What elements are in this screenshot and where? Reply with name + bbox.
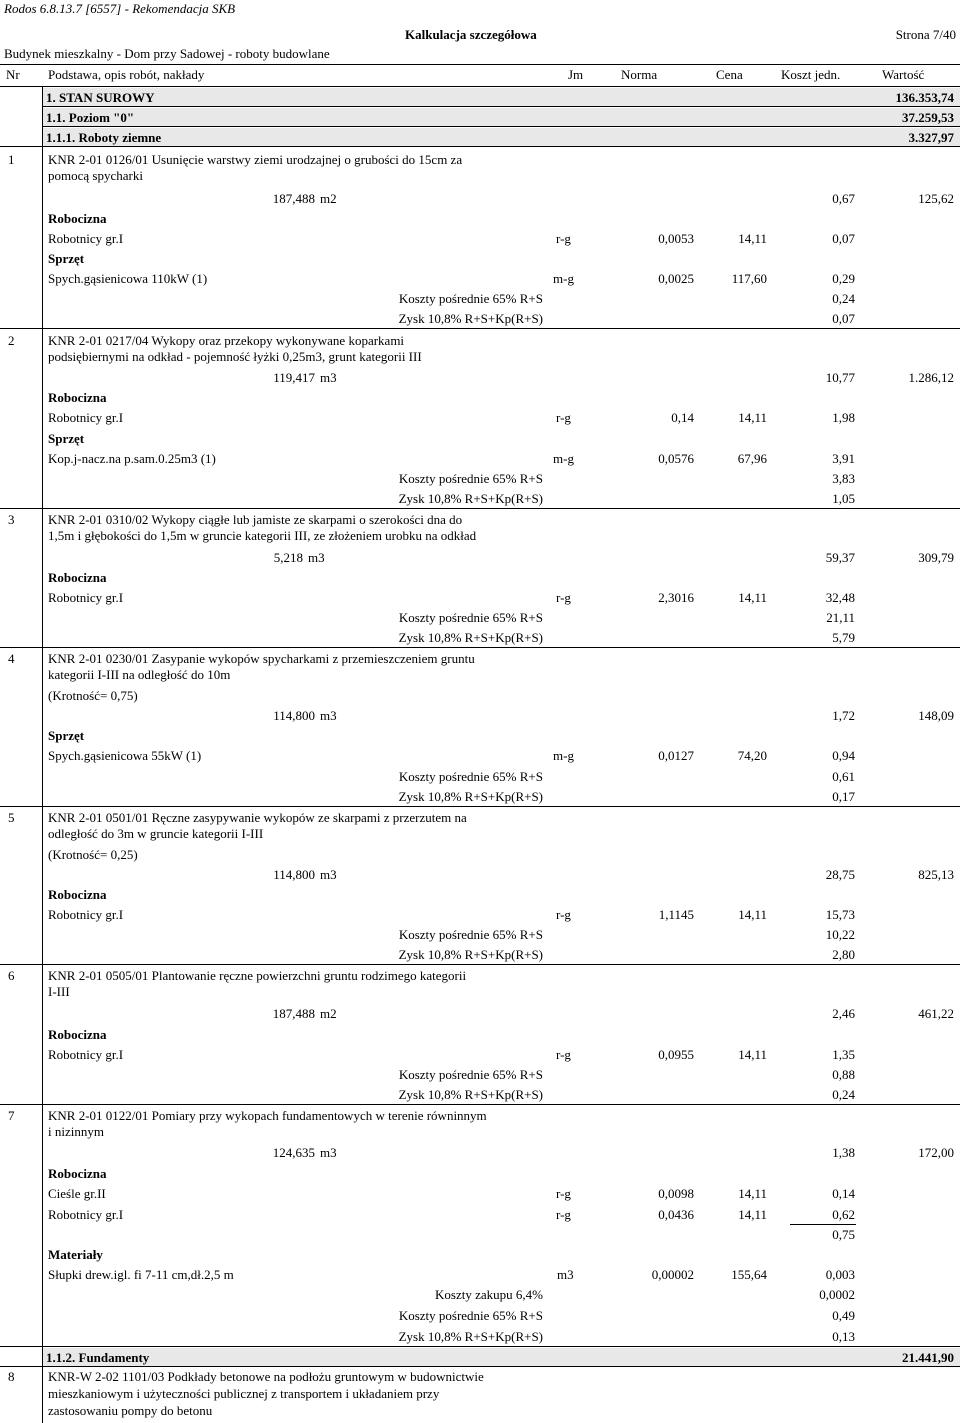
resource-cena: 74,20 bbox=[737, 748, 767, 763]
item-description: mieszkaniowym i użyteczności publicznej z transportem i układaniem przy bbox=[48, 1386, 440, 1401]
item-number: 3 bbox=[8, 512, 15, 527]
profit-value: 2,80 bbox=[832, 947, 855, 962]
resource-cena: 155,64 bbox=[731, 1267, 767, 1282]
col-header-desc: Podstawa, opis robót, nakłady bbox=[48, 67, 205, 82]
page-number: Strona 7/40 bbox=[895, 27, 956, 42]
indirect-cost-label: Koszty pośrednie 65% R+S bbox=[398, 291, 543, 306]
col-header-koszt: Koszt jedn. bbox=[781, 67, 841, 82]
item-description: KNR 2-01 0501/01 Ręczne zasypywanie wykopów ze skarpami z przerzutem na bbox=[48, 810, 467, 825]
profit-value: 1,05 bbox=[832, 491, 855, 506]
resource-koszt: 0,62 bbox=[832, 1207, 855, 1222]
group-label: Materiały bbox=[48, 1247, 103, 1262]
item-unit: m3 bbox=[320, 370, 337, 385]
resource-jm: r-g bbox=[556, 231, 571, 246]
resource-cena: 117,60 bbox=[731, 271, 767, 286]
indirect-cost-label: Koszty pośrednie 65% R+S bbox=[398, 927, 543, 942]
indirect-cost-value: 0,88 bbox=[832, 1067, 855, 1082]
resource-koszt: 0,14 bbox=[832, 1186, 855, 1201]
item-separator bbox=[0, 328, 960, 329]
resource-jm: r-g bbox=[556, 590, 571, 605]
item-description: pomocą spycharki bbox=[48, 168, 143, 183]
item-value: 125,62 bbox=[918, 191, 954, 206]
profit-label: Zysk 10,8% R+S+Kp(R+S) bbox=[398, 311, 543, 326]
item-value: 172,00 bbox=[918, 1145, 954, 1160]
item-number: 7 bbox=[8, 1108, 15, 1123]
resource-koszt: 1,35 bbox=[832, 1047, 855, 1062]
item-unit: m3 bbox=[320, 1145, 337, 1160]
resource-cena: 14,11 bbox=[738, 231, 767, 246]
resource-koszt: 0,94 bbox=[832, 748, 855, 763]
item-description: KNR 2-01 0122/01 Pomiary przy wykopach fundamentowych w terenie równinnym bbox=[48, 1108, 487, 1123]
subtotal-rule bbox=[790, 1224, 856, 1225]
section-value: 37.259,53 bbox=[902, 110, 954, 125]
resource-cena: 67,96 bbox=[737, 451, 767, 466]
group-label: Robocizna bbox=[48, 570, 107, 585]
col-header-cena: Cena bbox=[716, 67, 743, 82]
indirect-cost-value: 0,49 bbox=[832, 1308, 855, 1323]
resource-koszt: 1,98 bbox=[832, 410, 855, 425]
item-unit: m3 bbox=[320, 867, 337, 882]
item-unit: m2 bbox=[320, 1006, 337, 1021]
section-title: 1.1.1. Roboty ziemne bbox=[46, 130, 162, 145]
resource-norma: 0,0025 bbox=[658, 271, 694, 286]
indirect-cost-label: Koszty pośrednie 65% R+S bbox=[398, 1067, 543, 1082]
resource-name: Spych.gąsienicowa 110kW (1) bbox=[48, 271, 208, 286]
resource-jm: r-g bbox=[556, 1047, 571, 1062]
item-number: 6 bbox=[8, 968, 15, 983]
resource-norma: 0,0576 bbox=[658, 451, 694, 466]
resource-jm: r-g bbox=[556, 1186, 571, 1201]
indirect-cost-label: Koszty pośrednie 65% R+S bbox=[398, 610, 543, 625]
item-description: KNR-W 2-02 1101/03 Podkłady betonowe na podłożu gruntowym w budownictwie bbox=[48, 1369, 484, 1384]
item-unit-cost: 1,38 bbox=[832, 1145, 855, 1160]
group-label: Robocizna bbox=[48, 211, 107, 226]
item-quantity: 114,800 bbox=[273, 708, 315, 723]
profit-value: 0,07 bbox=[832, 311, 855, 326]
item-description: KNR 2-01 0505/01 Plantowanie ręczne powierzchni gruntu rodzimego kategorii bbox=[48, 968, 467, 983]
item-unit-cost: 0,67 bbox=[832, 191, 855, 206]
item-separator bbox=[0, 508, 960, 509]
item-description: odległość do 3m w gruncie kategorii I-III bbox=[48, 826, 264, 841]
section-bar bbox=[43, 128, 960, 146]
resource-name: Słupki drew.igl. fi 7-11 cm,dł.2,5 m bbox=[48, 1267, 234, 1282]
section-title: 1.1.2. Fundamenty bbox=[46, 1350, 150, 1365]
resource-koszt: 3,91 bbox=[832, 451, 855, 466]
profit-label: Zysk 10,8% R+S+Kp(R+S) bbox=[398, 789, 543, 804]
item-number: 4 bbox=[8, 651, 15, 666]
resource-name: Robotnicy gr.I bbox=[48, 907, 124, 922]
item-separator bbox=[0, 1104, 960, 1105]
resource-jm: r-g bbox=[556, 1207, 571, 1222]
item-quantity: 124,635 bbox=[272, 1145, 315, 1160]
indirect-cost-label: Koszty pośrednie 65% R+S bbox=[398, 471, 543, 486]
resource-name: Robotnicy gr.I bbox=[48, 1047, 124, 1062]
item-description: kategorii I-III na odległość do 10m bbox=[48, 667, 231, 682]
nr-column-rule bbox=[42, 86, 43, 1423]
item-separator bbox=[0, 806, 960, 807]
resource-cena: 14,11 bbox=[738, 410, 767, 425]
indirect-cost-label: Koszty pośrednie 65% R+S bbox=[398, 769, 543, 784]
resource-koszt: 0,29 bbox=[832, 271, 855, 286]
indirect-cost-label: Koszty pośrednie 65% R+S bbox=[398, 1308, 543, 1323]
item-unit-cost: 10,77 bbox=[825, 370, 855, 385]
subtotal-value: 0,75 bbox=[832, 1227, 855, 1242]
col-header-norma: Norma bbox=[621, 67, 658, 82]
item-unit-cost: 59,37 bbox=[825, 550, 855, 565]
item-number: 5 bbox=[8, 810, 15, 825]
item-number: 8 bbox=[8, 1369, 15, 1384]
resource-jm: m-g bbox=[553, 748, 574, 763]
resource-jm: r-g bbox=[556, 907, 571, 922]
indirect-cost-value: 10,22 bbox=[825, 927, 855, 942]
profit-value: 0,17 bbox=[832, 789, 855, 804]
group-label: Robocizna bbox=[48, 887, 107, 902]
resource-cena: 14,11 bbox=[738, 590, 767, 605]
item-separator bbox=[0, 146, 960, 147]
resource-cena: 14,11 bbox=[738, 1047, 767, 1062]
item-unit-cost: 1,72 bbox=[832, 708, 855, 723]
section-value: 3.327,97 bbox=[908, 130, 954, 145]
resource-name: Cieśle gr.II bbox=[48, 1186, 106, 1201]
item-separator bbox=[0, 1346, 960, 1347]
resource-name: Kop.j-nacz.na p.sam.0.25m3 (1) bbox=[48, 451, 216, 466]
section-bar bbox=[43, 108, 960, 126]
profit-label: Zysk 10,8% R+S+Kp(R+S) bbox=[398, 1329, 543, 1344]
item-quantity: 114,800 bbox=[273, 867, 315, 882]
resource-norma: 0,14 bbox=[671, 410, 694, 425]
item-unit-cost: 28,75 bbox=[825, 867, 855, 882]
group-label: Robocizna bbox=[48, 1027, 107, 1042]
item-description: I-III bbox=[48, 984, 70, 999]
resource-koszt: 0,07 bbox=[832, 231, 855, 246]
item-quantity: 187,488 bbox=[272, 191, 315, 206]
group-label: Sprzęt bbox=[48, 728, 85, 743]
resource-koszt: 32,48 bbox=[825, 590, 855, 605]
item-separator bbox=[0, 964, 960, 965]
indirect-cost-value: 3,83 bbox=[832, 471, 855, 486]
purchase-cost-label: Koszty zakupu 6,4% bbox=[435, 1287, 543, 1302]
item-description: zastosowaniu pompy do betonu bbox=[48, 1403, 213, 1418]
item-unit: m3 bbox=[320, 708, 337, 723]
item-description: i nizinnym bbox=[48, 1124, 104, 1139]
item-separator bbox=[0, 1366, 960, 1367]
resource-cena: 14,11 bbox=[738, 1186, 767, 1201]
header-top-rule bbox=[0, 64, 960, 65]
section-title: 1. STAN SUROWY bbox=[46, 90, 155, 105]
item-description: KNR 2-01 0217/04 Wykopy oraz przekopy wykonywane koparkami bbox=[48, 333, 405, 348]
project-name: Budynek mieszkalny - Dom przy Sadowej - roboty budowlane bbox=[4, 46, 330, 61]
resource-norma: 0,0955 bbox=[658, 1047, 694, 1062]
resource-name: Robotnicy gr.I bbox=[48, 1207, 124, 1222]
resource-norma: 0,00002 bbox=[651, 1267, 694, 1282]
item-value: 461,22 bbox=[918, 1006, 954, 1021]
resource-norma: 0,0098 bbox=[658, 1186, 694, 1201]
section-bar bbox=[43, 1348, 960, 1366]
section-bar bbox=[43, 88, 960, 106]
resource-cena: 14,11 bbox=[738, 1207, 767, 1222]
section-rule bbox=[43, 106, 960, 107]
resource-name: Robotnicy gr.I bbox=[48, 410, 124, 425]
section-value: 21.441,90 bbox=[902, 1350, 954, 1365]
item-unit-cost: 2,46 bbox=[832, 1006, 855, 1021]
col-header-jm: Jm bbox=[568, 67, 584, 82]
resource-koszt: 0,003 bbox=[825, 1267, 855, 1282]
resource-koszt: 15,73 bbox=[825, 907, 855, 922]
section-value: 136.353,74 bbox=[895, 90, 954, 105]
item-number: 2 bbox=[8, 333, 15, 348]
profit-label: Zysk 10,8% R+S+Kp(R+S) bbox=[398, 1087, 543, 1102]
item-description: KNR 2-01 0230/01 Zasypanie wykopów spycharkami z przemieszczeniem gruntu bbox=[48, 651, 475, 666]
item-value: 309,79 bbox=[918, 550, 954, 565]
resource-norma: 0,0436 bbox=[658, 1207, 694, 1222]
resource-norma: 2,3016 bbox=[658, 590, 694, 605]
item-description: podsiębiernymi na odkład - pojemność łyżki 0,25m3, grunt kategorii III bbox=[48, 349, 422, 364]
resource-norma: 1,1145 bbox=[658, 907, 694, 922]
resource-jm: m-g bbox=[553, 271, 574, 286]
resource-name: Robotnicy gr.I bbox=[48, 590, 124, 605]
resource-jm: r-g bbox=[556, 410, 571, 425]
resource-jm: m-g bbox=[553, 451, 574, 466]
resource-jm: m3 bbox=[557, 1267, 574, 1282]
item-value: 1.286,12 bbox=[908, 370, 954, 385]
col-header-nr: Nr bbox=[6, 67, 20, 82]
header-bottom-rule bbox=[0, 86, 960, 87]
profit-label: Zysk 10,8% R+S+Kp(R+S) bbox=[398, 630, 543, 645]
item-value: 825,13 bbox=[918, 867, 954, 882]
col-header-wartosc: Wartość bbox=[882, 67, 925, 82]
app-title: Rodos 6.8.13.7 [6557] - Rekomendacja SKB bbox=[4, 1, 236, 16]
group-label: Robocizna bbox=[48, 1166, 107, 1181]
purchase-cost-value: 0,0002 bbox=[819, 1287, 855, 1302]
profit-label: Zysk 10,8% R+S+Kp(R+S) bbox=[398, 947, 543, 962]
item-quantity: 119,417 bbox=[273, 370, 315, 385]
section-rule bbox=[43, 126, 960, 127]
section-title: 1.1. Poziom "0" bbox=[46, 110, 135, 125]
item-value: 148,09 bbox=[918, 708, 954, 723]
group-label: Sprzęt bbox=[48, 431, 85, 446]
resource-name: Robotnicy gr.I bbox=[48, 231, 124, 246]
group-label: Sprzęt bbox=[48, 251, 85, 266]
resource-name: Spych.gąsienicowa 55kW (1) bbox=[48, 748, 202, 763]
item-number: 1 bbox=[8, 152, 15, 167]
multiplier-note: (Krotność= 0,75) bbox=[48, 688, 138, 703]
profit-value: 0,13 bbox=[832, 1329, 855, 1344]
item-separator bbox=[0, 647, 960, 648]
item-quantity: 5,218 bbox=[273, 550, 303, 565]
item-description: 1,5m i głębokości do 1,5m w gruncie kategorii III, ze złożeniem urobku na odkład bbox=[48, 528, 477, 543]
item-unit: m3 bbox=[308, 550, 325, 565]
item-quantity: 187,488 bbox=[272, 1006, 315, 1021]
resource-norma: 0,0127 bbox=[658, 748, 694, 763]
profit-value: 5,79 bbox=[832, 630, 855, 645]
multiplier-note: (Krotność= 0,25) bbox=[48, 847, 138, 862]
item-description: KNR 2-01 0126/01 Usunięcie warstwy ziemi urodzajnej o grubości do 15cm za bbox=[48, 152, 463, 167]
item-unit: m2 bbox=[320, 191, 337, 206]
indirect-cost-value: 0,61 bbox=[832, 769, 855, 784]
document-title: Kalkulacja szczegółowa bbox=[405, 27, 537, 42]
indirect-cost-value: 21,11 bbox=[826, 610, 855, 625]
profit-value: 0,24 bbox=[832, 1087, 855, 1102]
group-label: Robocizna bbox=[48, 390, 107, 405]
item-description: KNR 2-01 0310/02 Wykopy ciągłe lub jamiste ze skarpami o szerokości dna do bbox=[48, 512, 463, 527]
resource-norma: 0,0053 bbox=[658, 231, 694, 246]
indirect-cost-value: 0,24 bbox=[832, 291, 855, 306]
profit-label: Zysk 10,8% R+S+Kp(R+S) bbox=[398, 491, 543, 506]
resource-cena: 14,11 bbox=[738, 907, 767, 922]
